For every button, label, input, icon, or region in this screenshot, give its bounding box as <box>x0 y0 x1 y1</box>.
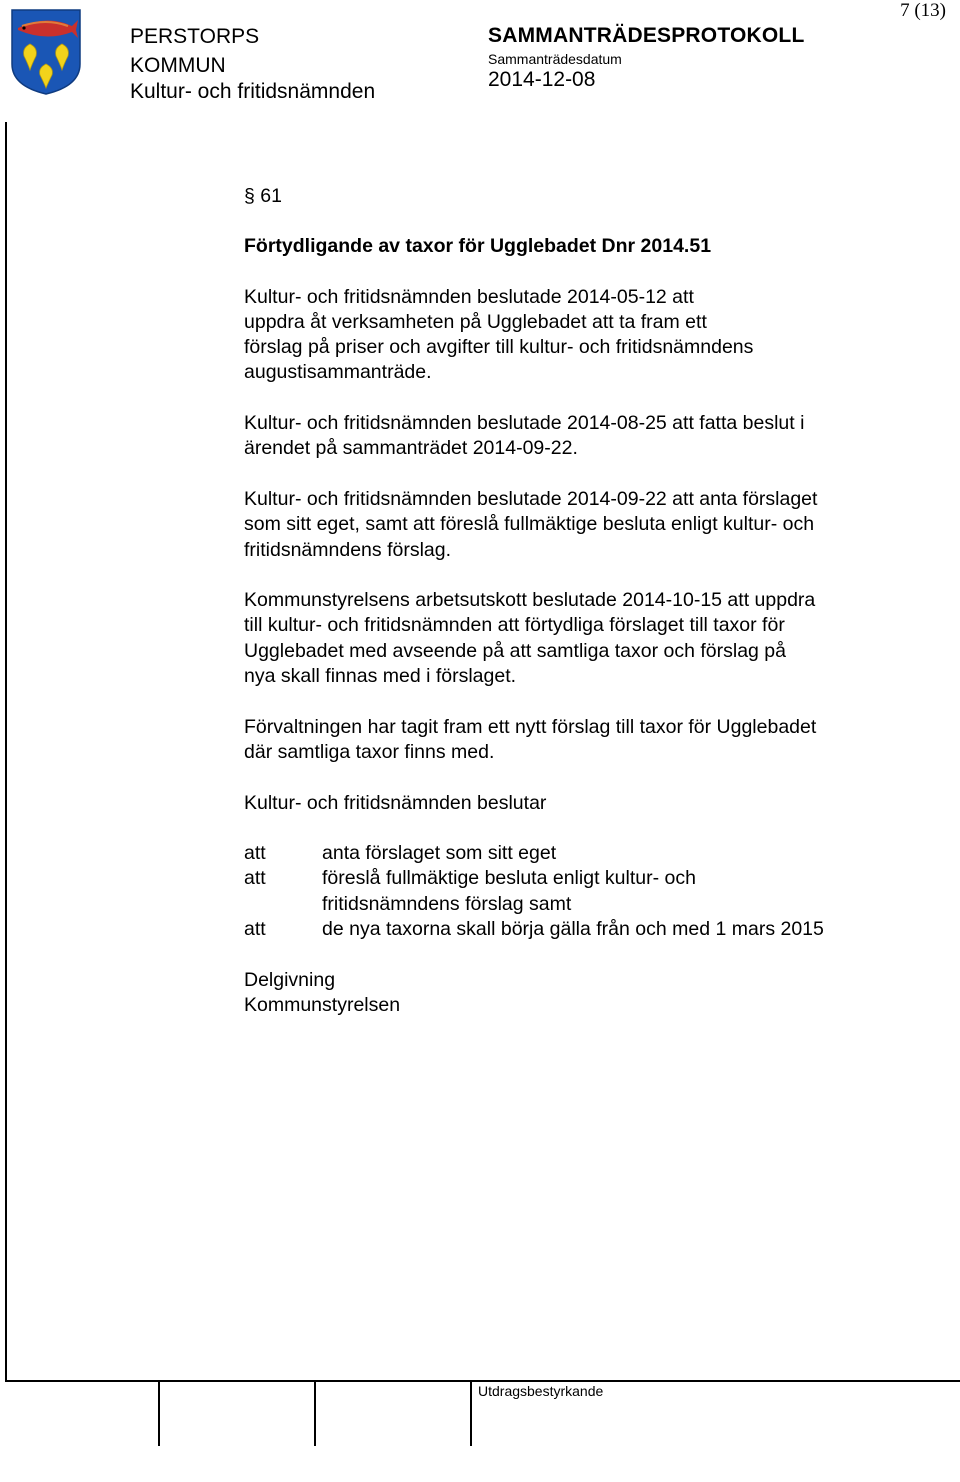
meeting-date: 2014-12-08 <box>488 68 596 91</box>
org-name-line2: KOMMUN <box>130 54 226 77</box>
paragraph-line: Kommunstyrelsens arbetsutskott beslutade 2014-10-15 att uppdra <box>244 589 816 612</box>
decision-att: att <box>244 867 266 890</box>
page-number: 7 (13) <box>900 0 946 21</box>
delgivning-label: Delgivning <box>244 968 336 991</box>
decision-line: anta förslaget som sitt eget <box>322 842 557 865</box>
paragraph-line: Ugglebadet med avseende på att samtliga taxor och förslag på <box>244 639 787 662</box>
decision-line: föreslå fullmäktige besluta enligt kultur- och <box>322 867 696 890</box>
paragraph-line: Kultur- och fritidsnämnden beslutade 2014-05-12 att <box>244 285 694 308</box>
decision-item <box>244 841 934 866</box>
left-margin-rule <box>5 122 7 1380</box>
paragraph-line: ärendet på sammanträdet 2014-09-22. <box>244 437 578 460</box>
paragraphs <box>244 285 934 766</box>
paragraph-line: augustisammanträde. <box>244 361 432 384</box>
delgivning-recipient: Kommunstyrelsen <box>244 993 401 1016</box>
paragraph <box>244 285 934 386</box>
org-name-line1: PERSTORPS <box>130 25 260 48</box>
paragraph-line: Förvaltningen har tagit fram ett nytt förslag till taxor för Ugglebadet <box>244 715 817 738</box>
paragraph-line: som sitt eget, samt att föreslå fullmäktige besluta enligt kultur- och <box>244 513 815 536</box>
decision-text <box>322 866 934 917</box>
decision-intro: Kultur- och fritidsnämnden beslutar <box>244 791 547 814</box>
signature-cell-divider <box>158 1382 160 1446</box>
paragraph <box>244 588 934 689</box>
signature-cell-divider <box>314 1382 316 1446</box>
coat-of-arms-icon <box>10 8 82 96</box>
meeting-date-label: Sammanträdesdatum <box>488 51 622 67</box>
committee-name: Kultur- och fritidsnämnden <box>130 80 376 103</box>
paragraph-line: förslag på priser och avgifter till kultur- och fritidsnämndens <box>244 336 754 359</box>
decision-line: de nya taxorna skall börja gälla från och med 1 mars 2015 <box>322 918 824 941</box>
section-symbol: § <box>244 185 255 207</box>
decision-item <box>244 866 934 917</box>
protocol-body <box>244 184 934 1018</box>
decision-att: att <box>244 842 266 865</box>
footer-rule <box>5 1380 960 1382</box>
paragraph <box>244 487 934 563</box>
section-heading <box>244 184 934 209</box>
paragraph <box>244 411 934 462</box>
decision-item <box>244 917 934 942</box>
paragraph-line: fritidsnämndens förslag. <box>244 538 452 561</box>
paragraph-line: uppdra åt verksamheten på Ugglebadet att ta fram ett <box>244 310 707 333</box>
paragraph-line: Kultur- och fritidsnämnden beslutade 2014-08-25 att fatta beslut i <box>244 412 805 435</box>
paragraph <box>244 715 934 766</box>
decision-line: fritidsnämndens förslag samt <box>322 892 572 915</box>
section-number: 61 <box>260 185 282 207</box>
paragraph-line: Kultur- och fritidsnämnden beslutade 2014-09-22 att anta förslaget <box>244 487 818 510</box>
decision-text <box>322 917 934 942</box>
paragraph-line: nya skall finnas med i förslaget. <box>244 665 517 688</box>
decision-text <box>322 841 934 866</box>
signature-cell-divider <box>470 1382 472 1446</box>
paragraph-line: där samtliga taxor finns med. <box>244 740 495 763</box>
decision-list <box>244 841 934 942</box>
paragraph-line: till kultur- och fritidsnämnden att förtydliga förslaget till taxor för <box>244 614 785 637</box>
section-title: Förtydligande av taxor för Ugglebadet Dnr 2014.51 <box>244 235 712 257</box>
decision-att: att <box>244 918 266 941</box>
document-type: SAMMANTRÄDESPROTOKOLL <box>488 24 805 47</box>
extract-certification-label: Utdragsbestyrkande <box>478 1383 604 1399</box>
delgivning-block <box>244 968 934 1019</box>
